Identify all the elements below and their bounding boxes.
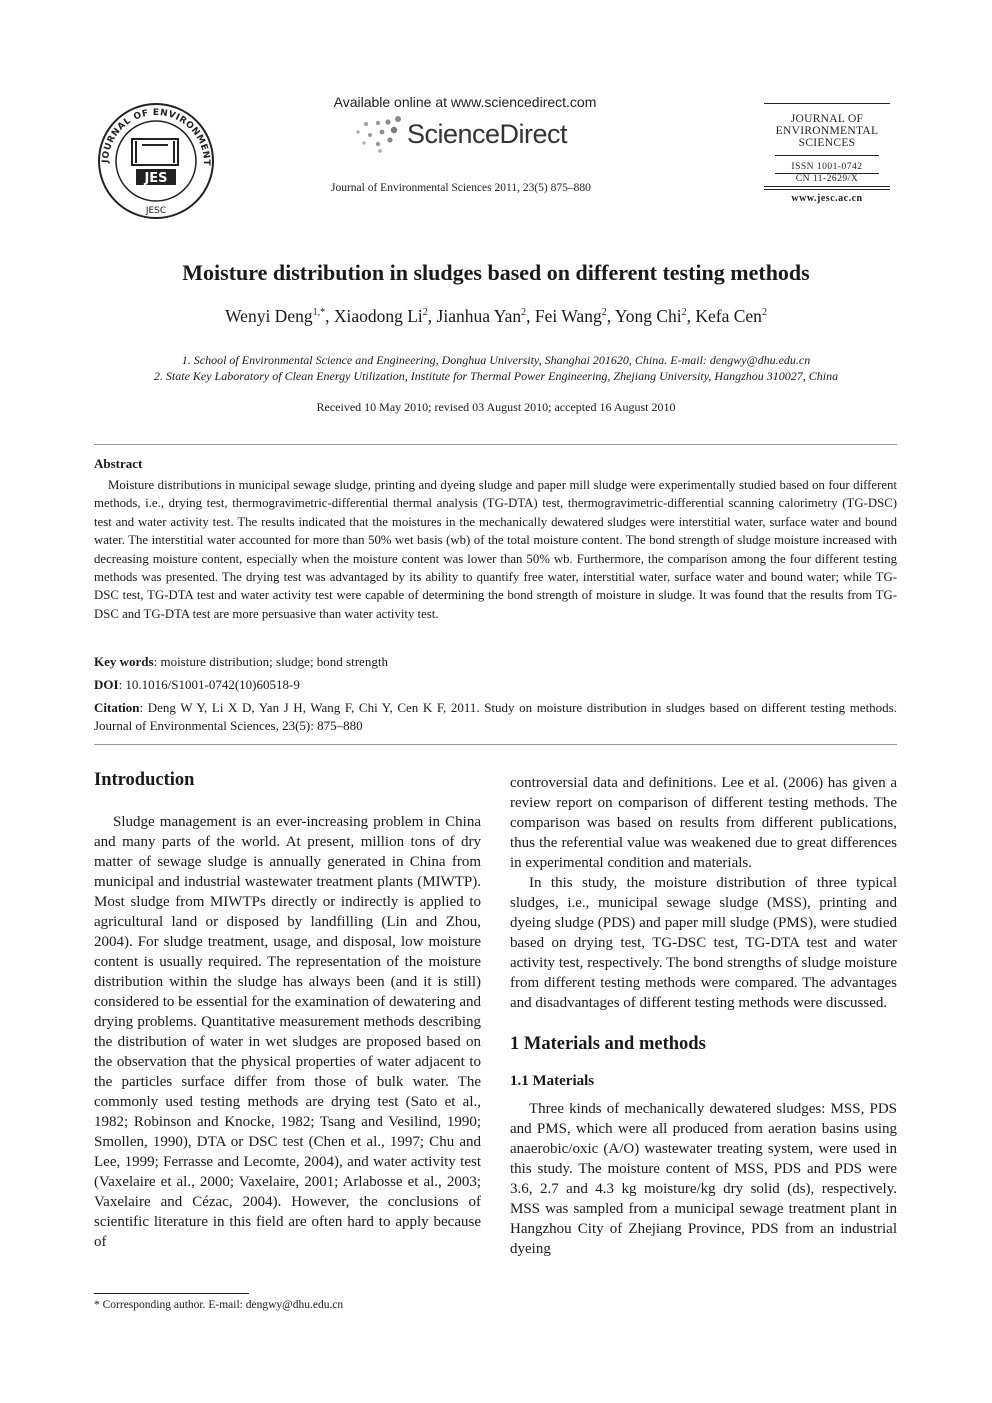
masthead-title-line: SCIENCES xyxy=(798,137,856,149)
author: Fei Wang$^2$ xyxy=(534,306,607,326)
seal-bottom-text: JESC xyxy=(145,206,167,216)
masthead-title xyxy=(764,113,890,149)
author: Yong Chi$^2$ xyxy=(614,306,687,326)
divider xyxy=(94,744,897,745)
masthead-rule xyxy=(764,186,890,187)
intro-paragraph-2: In this study, the moisture distribution of three typical sludges, i.e., municipal sewage sludge (MSS), printing and dyeing sludge (PDS) and paper mill sludge (PMS), were studied based on drying test, TG-DSC test, TG-DTA test and water activity test, respectively. The bond strengths of sludge moisture from different testing methods were compared. The advantages and disadvantages of different testing methods were discussed. xyxy=(510,875,897,1011)
author: Jianhua Yan$^2$ xyxy=(436,306,527,326)
materials-subheading: 1.1 Materials xyxy=(510,1073,595,1089)
footnote-rule xyxy=(94,1293,249,1294)
keywords: Key words: moisture distribution; sludge; bond strength xyxy=(94,654,388,669)
journal-website[interactable]: www.jesc.ac.cn xyxy=(791,193,863,204)
intro-paragraph-continued: controversial data and definitions. Lee et al. (2006) has given a review report on comparison of different testing methods. The comparison was based on results from different publications, thus the referential value was weakened due to great differences in experimental condition and materials. xyxy=(510,775,897,871)
masthead-title-line: JOURNAL OF xyxy=(790,113,864,125)
sciencedirect-wordmark: ScienceDirect xyxy=(407,119,568,149)
doi: DOI: 10.1016/S1001-0742(10)60518-9 xyxy=(94,677,300,692)
affiliation-2: 2. State Key Laboratory of Clean Energy Utilization, Institute for Thermal Power Engineering, Zhejiang University, Hangzhou 310027, China xyxy=(153,369,839,383)
masthead-rule xyxy=(764,189,890,190)
introduction-heading: Introduction xyxy=(94,770,195,790)
affiliation-1: 1. School of Environmental Science and Engineering, Donghua University, Shanghai 201620, China. E-mail: dengwy@dhu.edu.cn xyxy=(181,353,811,367)
masthead-top-rule xyxy=(764,103,890,104)
author-list: Wenyi Deng$^{1,*}$, Xiaodong Li$^2$, Jianhua Yan$^2$, Fei Wang$^2$, Yong Chi$^2$, Kefa Cen$^2$ xyxy=(225,306,767,326)
author: Wenyi Deng$^{1,*}$ xyxy=(225,306,326,326)
left-column xyxy=(94,812,481,1252)
divider xyxy=(94,444,897,445)
available-online-text: Available online at www.sciencedirect.com xyxy=(333,94,597,110)
issn-text: ISSN 1001-0742 xyxy=(791,162,863,172)
journal-seal-logo xyxy=(94,101,218,221)
paper-title: Moisture distribution in sludges based on different testing methods xyxy=(182,260,810,285)
cn-text: CN 11-2629/X xyxy=(795,174,859,184)
materials-paragraph: Three kinds of mechanically dewatered sludges: MSS, PDS and PMS, which were all produced from aeration basins using anaerobic/oxic (A/O) wastewater treating system, were used in this study. The moisture content of MSS, PDS and PDS were 3.6, 2.7 and 4.3 kg moisture/kg dry solid (ds), respectively. MSS was sampled from a municipal sewage treatment plant in Hangzhou City of Zhejiang Province, PDS from an industrial dyeing xyxy=(510,1101,897,1257)
abstract-text: Moisture distributions in municipal sewage sludge, printing and dyeing sludge and paper mill sludge were experimentally studied based on four different methods, i.e., drying test, thermogravimetric-differential thermal analysis (TG-DTA) test, thermogravimetric-differential scanning calorimetry (TG-DSC) test and water activity test. The results indicated that the moistures in the mechanically dewatered sludges were interstitial water, surface water and bound water. The interstitial water accounted for more than 50% wet basis (wb) of the total moisture content. The bond strength of sludge moisture increased with decreasing moisture content, especially when the moisture content was lower than 50% wb. Furthermore, the comparison among the four different testing methods was presented. The drying test was advantaged by its ability to quantify free water, interstitial water, surface water and bound water; while TG-DSC test, TG-DTA test and water activity test were capable of determining the bond strength of moisture in sludge. It was found that the results from TG-DSC and TG-DTA test are more persuasive than water activity test. xyxy=(94,478,897,621)
author: Kefa Cen$^2$ xyxy=(695,306,767,326)
received-dates: Received 10 May 2010; revised 03 August 2010; accepted 16 August 2010 xyxy=(316,400,676,414)
sciencedirect-dots-icon xyxy=(352,114,408,154)
seal-abbrev: JES xyxy=(144,171,168,186)
abstract-heading: Abstract xyxy=(94,456,143,471)
svg-text:JOURNAL OF ENVIRONMENTAL SCIEN xyxy=(94,101,211,167)
journal-reference: Journal of Environmental Sciences 2011, 23(5) 875–880 xyxy=(331,182,591,194)
author: Xiaodong Li$^2$ xyxy=(333,306,428,326)
masthead-ids xyxy=(764,162,890,185)
citation: Citation: Deng W Y, Li X D, Yan J H, Wang F, Chi Y, Cen K F, 2011. Study on moisture distribution in sludges based on different testing methods. Journal of Environmental Sciences, 23(5): 875–880 xyxy=(94,700,897,734)
materials-methods-heading: 1 Materials and methods xyxy=(510,1034,706,1054)
masthead-title-line: ENVIRONMENTAL xyxy=(775,125,879,137)
right-column xyxy=(510,773,897,1259)
masthead-rule xyxy=(775,155,879,156)
intro-paragraph: Sludge management is an ever-increasing problem in China and many parts of the world. At present, million tons of dry matter of sewage sludge is annually generated in China from municipal and industrial wastewater treatment plants (MIWTP). Most sludge from MIWTPs directly or indirectly is applied to agricultural land or disposed by landfilling (Lin and Zhou, 2004). For sludge treatment, usage, and disposal, low moisture content is usually required. The representation of the moisture distribution within the sludge has always been (and it is still) considered to be essential for the examination of dewatering and drying problems. Quantitative measurement methods describing the distribution of water in wet sludges are proposed based on the observation that the physical properties of water adjacent to the particles surface differ from those of bulk water. The commonly used testing methods are drying test (Sato et al., 1982; Robinson and Knocke, 1982; Tsang and Vesilind, 1990; Smollen, 1990), DTA or DSC test (Chen et al., 1997; Chu and Lee, 1999; Ferrasse and Lecomte, 2004), and water activity test (Vaxelaire et al., 2000; Vaxelaire, 2001; Arlabosse et al., 2003; Vaxelaire and Cézac, 2004). However, the conclusions of scientific literature in this field are often hard to apply because of xyxy=(94,814,481,1250)
seal-ring-text: JOURNAL OF ENVIRONMENT xyxy=(100,107,212,166)
corresponding-author-footnote: * Corresponding author. E-mail: dengwy@dhu.edu.cn xyxy=(94,1299,344,1311)
journal-masthead-box xyxy=(764,103,890,204)
